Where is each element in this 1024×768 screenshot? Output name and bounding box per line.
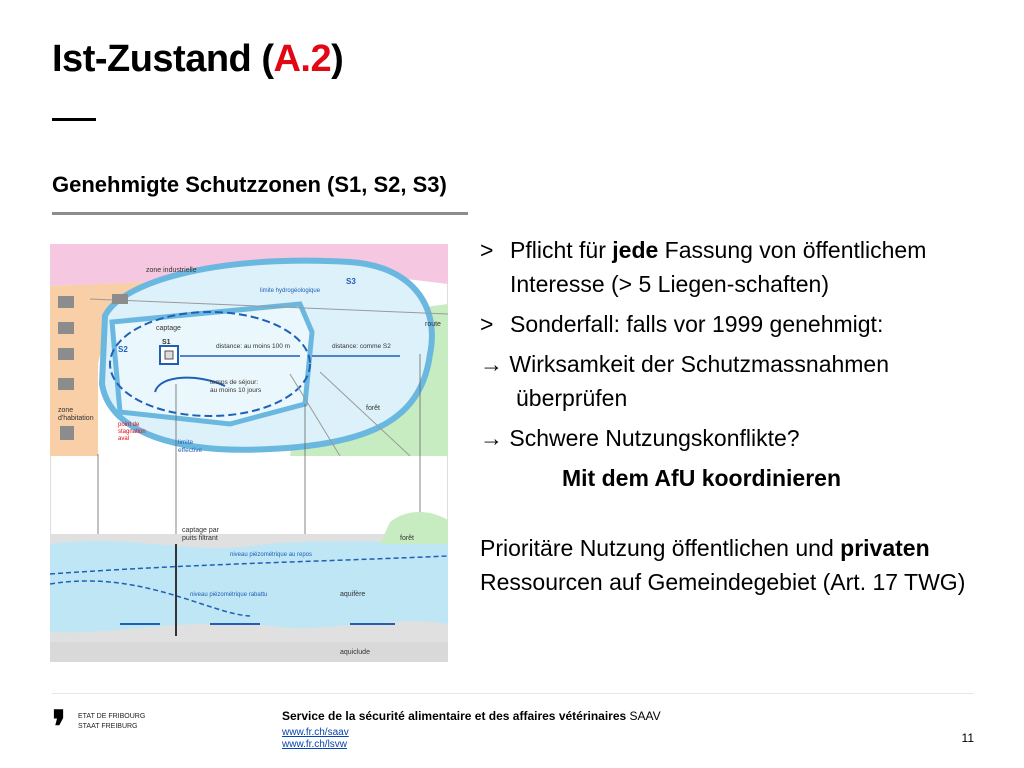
subtitle-rule	[52, 212, 468, 215]
bullet-text-2: Sonderfall: falls vor 1999 genehmigt:	[510, 311, 884, 337]
label-niveau-repos: niveau piézométrique au repos	[230, 552, 313, 558]
title-suffix: )	[331, 38, 344, 80]
service-name	[282, 709, 661, 723]
service-abbr: SAAV	[626, 709, 661, 723]
bullet-marker: >	[480, 237, 494, 263]
footer-links	[282, 727, 349, 751]
captage-icon	[165, 351, 173, 359]
label-distance-s2: distance: comme S2	[332, 343, 391, 350]
label-foret-section: forêt	[400, 535, 415, 542]
label-stagnation-2: stagnation	[118, 429, 146, 435]
label-temps-1: temps de séjour:	[210, 379, 259, 386]
arrow-item-1	[480, 347, 1000, 415]
label-s3: S3	[346, 277, 356, 286]
bullet-item-2	[480, 307, 1000, 341]
label-aquiclude: aquiclude	[340, 649, 370, 656]
label-limite-hydro: limite hydrogéologique	[260, 288, 321, 294]
page-number: 11	[961, 731, 974, 745]
label-zone-industrielle: zone industrielle	[146, 267, 197, 274]
label-zone-hab-1: zone	[58, 407, 74, 414]
para-post: Ressourcen auf Gemeindegebiet (Art. 17 TWG)	[480, 569, 966, 595]
label-captage-puits-2: puits filtrant	[182, 535, 218, 542]
bullet-marker: >	[480, 311, 494, 337]
bullet1-pre: Pflicht für	[510, 237, 613, 263]
label-limite-eff-1: limite	[178, 439, 194, 446]
building-1	[58, 296, 74, 308]
label-stagnation-1: point de	[118, 422, 140, 428]
building-2	[58, 322, 74, 334]
label-captage: captage	[156, 325, 181, 332]
service-bold: Service de la sécurité alimentaire et des affaires vétérinaires	[282, 709, 627, 723]
s2-zone	[112, 304, 312, 424]
para-bold: privaten	[840, 535, 930, 561]
aquiclude-layer	[50, 642, 448, 662]
footer-divider	[52, 693, 974, 694]
label-stagnation-3: aval	[118, 436, 130, 442]
label-temps-2: au moins 10 jours	[210, 387, 262, 394]
label-s2: S2	[118, 345, 128, 354]
logo-line-2: STAAT FREIBURG	[78, 723, 138, 730]
title-dash	[52, 118, 96, 121]
logo-comma-icon: ❜	[52, 703, 67, 752]
title-prefix: Ist-Zustand (	[52, 38, 274, 80]
content-column	[480, 233, 1000, 599]
bullet1-bold: jede	[612, 237, 659, 263]
logo-line-1: ETAT DE FRIBOURG	[78, 713, 146, 720]
protection-zones-diagram	[50, 244, 448, 662]
coordinate-note: Mit dem AfU koordinieren	[562, 465, 841, 491]
label-route: route	[425, 321, 441, 328]
label-aquifere: aquifère	[340, 591, 366, 598]
slide-subtitle: Genehmigte Schutzzonen (S1, S2, S3)	[52, 172, 447, 197]
arrow-text-1: → Wirksamkeit der Schutzmassnahmen	[480, 351, 890, 377]
link-saav[interactable]: www.fr.ch/saav	[282, 727, 349, 738]
arrow-text-1-cont: überprüfen	[516, 385, 628, 411]
bullet1-post: Fassung von öffentlichem Interesse (> 5 Liegen-schaften)	[510, 237, 927, 297]
bullet-item-1	[480, 233, 1000, 301]
bullet-text-1	[510, 233, 1000, 301]
label-captage-puits-1: captage par	[182, 527, 219, 534]
arrow-item-2: → Schwere Nutzungskonflikte?	[480, 425, 800, 451]
slide-title	[52, 38, 343, 81]
link-lsvw[interactable]: www.fr.ch/lsvw	[282, 739, 348, 750]
logo-text	[78, 712, 145, 732]
label-foret: forêt	[366, 405, 381, 412]
label-distance-100: distance: au moins 100 m	[216, 343, 291, 350]
para-pre: Prioritäre Nutzung öffentlichen und	[480, 535, 841, 561]
label-limite-eff-2: effective	[178, 447, 203, 454]
building-6	[112, 294, 128, 304]
building-5	[60, 426, 74, 440]
label-s1: S1	[162, 339, 171, 346]
priority-paragraph	[480, 531, 1000, 599]
label-niveau-rabattu: niveau piézométrique rabattu	[190, 592, 268, 598]
building-4	[58, 378, 74, 390]
label-zone-hab-2: d'habitation	[58, 415, 94, 422]
building-3	[58, 348, 74, 360]
title-accent: A.2	[273, 38, 332, 80]
